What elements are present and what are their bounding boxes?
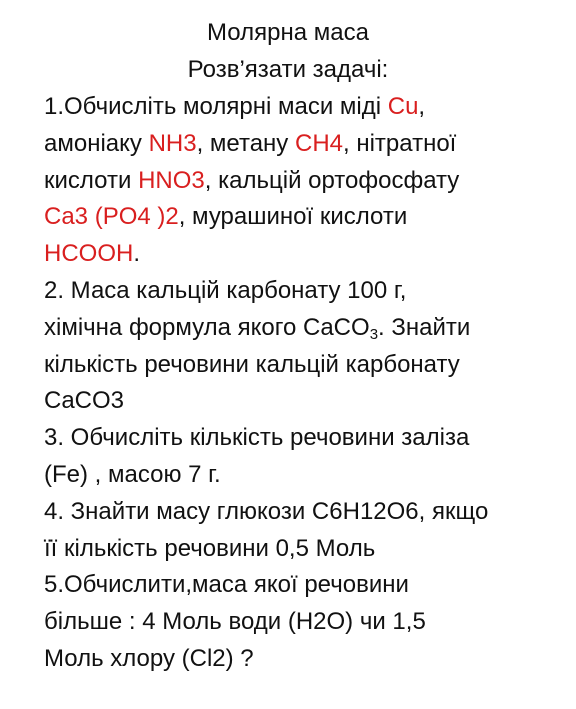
task-line xyxy=(44,202,407,232)
task-text: , мурашиної кислоти xyxy=(178,203,408,231)
task-line xyxy=(44,570,409,600)
task-line xyxy=(44,644,254,674)
task-line xyxy=(44,460,221,490)
task-text: , xyxy=(418,93,426,120)
page-title: Молярна маса xyxy=(207,19,369,46)
task-text: , кальцій ортофосфату xyxy=(204,166,460,194)
page-subtitle: Розв’язати задачі: xyxy=(187,56,389,83)
task-text: . xyxy=(133,240,141,268)
chemical-formula-highlight: HCOOH xyxy=(44,240,134,268)
task-text: 4. Знайти масу глюкози C6H12O6, якщо xyxy=(44,497,489,525)
task-line xyxy=(44,276,406,306)
task-line xyxy=(44,607,426,637)
task-text: більше : 4 Моль води (H2O) чи 1,5 xyxy=(44,608,426,636)
task-line xyxy=(44,350,460,380)
task-text: 5.Обчислити,маса якої речовини xyxy=(44,571,409,599)
task-line xyxy=(44,239,140,269)
chemical-formula-highlight: CH4 xyxy=(294,129,343,157)
task-text: , нітратної xyxy=(343,129,457,157)
chemical-formula-highlight: HNO3 xyxy=(138,166,205,194)
task-text: CaCO3 xyxy=(44,387,125,415)
task-line xyxy=(44,497,488,527)
task-text: . Знайти xyxy=(378,313,471,341)
task-line xyxy=(44,166,459,196)
chemical-formula-highlight: Cu xyxy=(387,93,419,120)
task-line xyxy=(44,129,456,159)
task-text: її кількість речовини 0,5 Моль xyxy=(44,534,376,562)
task-text: (Fe) , масою 7 г. xyxy=(44,461,221,488)
task-text: амоніаку xyxy=(44,129,149,157)
task-text: , метану xyxy=(196,129,295,157)
chemical-formula-highlight: Ca3 (PO4 )2 xyxy=(44,203,179,231)
task-line xyxy=(44,534,375,564)
task-text: кількість речовини кальцій карбонату xyxy=(44,350,460,378)
task-line xyxy=(44,386,124,416)
task-text: хімічна формула якого CaCO xyxy=(44,313,370,341)
task-line xyxy=(44,92,425,122)
task-line xyxy=(44,313,470,343)
chemical-formula-highlight: NH3 xyxy=(148,129,197,157)
task-text: 2. Маса кальцій карбонату 100 г, xyxy=(44,277,407,304)
task-line xyxy=(44,423,469,453)
formula-subscript: 3 xyxy=(369,325,379,343)
task-text: 3. Обчисліть кількість речовини заліза xyxy=(44,424,470,452)
task-text: 1.Обчисліть молярні маси міді xyxy=(44,93,388,120)
task-text: кислоти xyxy=(44,166,139,194)
task-text: Моль хлору (Cl2) ? xyxy=(44,645,254,672)
